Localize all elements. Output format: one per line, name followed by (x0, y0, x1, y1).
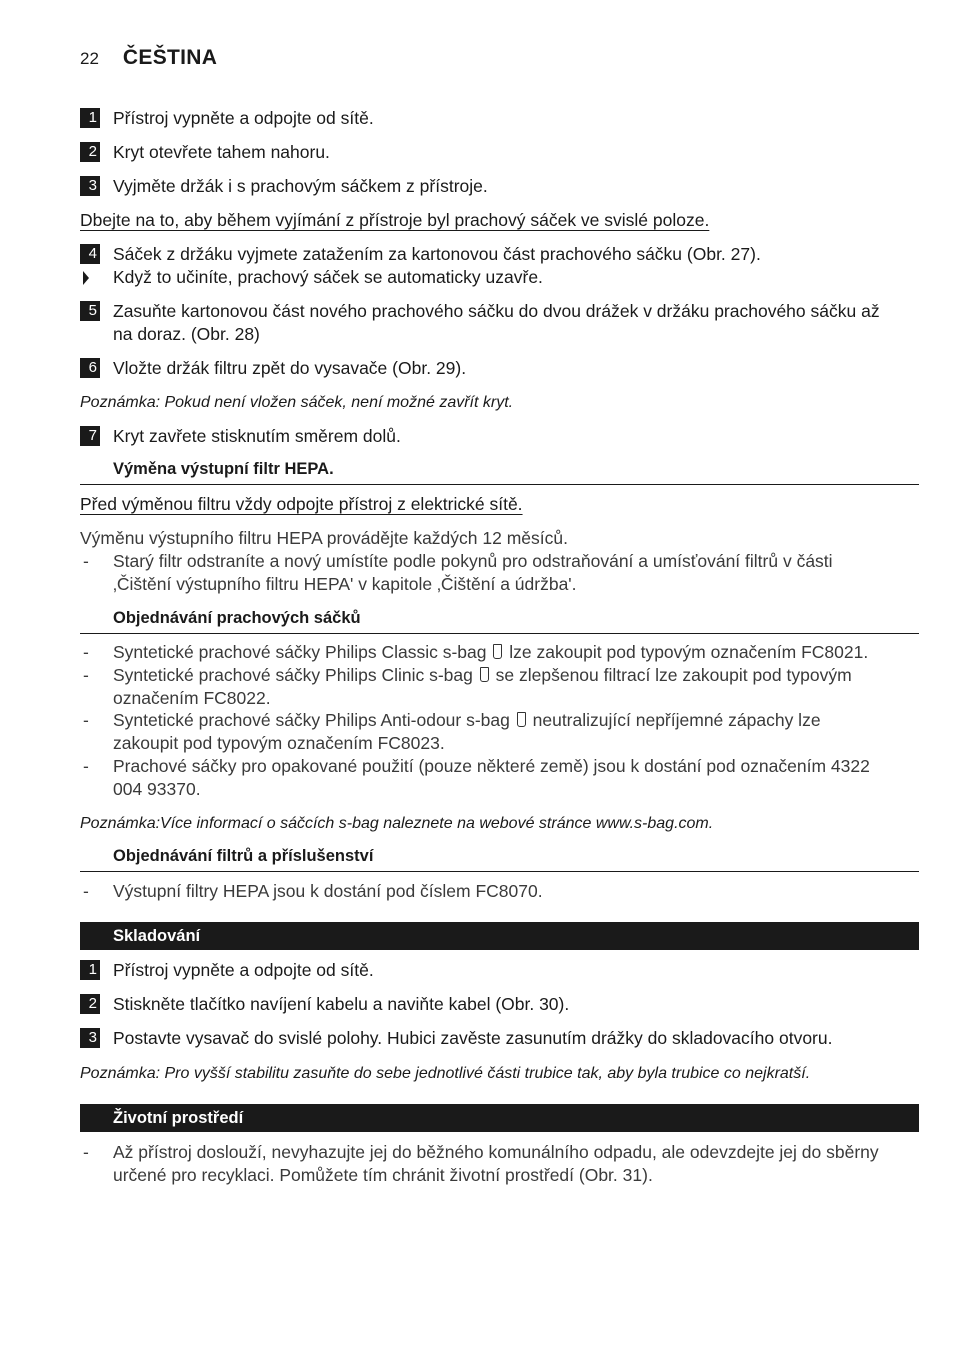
list-item-text: Syntetické prachové sáčky Philips Classic s-bag (113, 642, 487, 662)
list-item (80, 550, 886, 596)
storage-step-1 (80, 959, 886, 982)
dash-marker: - (83, 642, 89, 662)
step-4 (80, 243, 886, 266)
list-item (80, 880, 886, 903)
step-2 (80, 141, 886, 164)
list-item-text: Starý filtr odstraníte a nový umístíte podle pokynů pro odstraňování a umísťování filtrů v části ‚Čištění výstupního filtru HEPA' v kapitole ‚Čištění a údržba'. (113, 551, 833, 594)
storage-step-2 (80, 993, 886, 1016)
list-item-text: Až přístroj doslouží, nevyhazujte jej do běžného komunálního odpadu, ale odevzdejte jej do sběrny určené pro recyklaci. Pomůžete tím chránit životní prostředí (Obr. 31). (113, 1142, 879, 1185)
result-arrow-icon (80, 266, 113, 289)
note: Poznámka:Více informací o sáčcích s-bag naleznete na webové stránce www.s-bag.com. (80, 815, 714, 832)
dash-marker: - (83, 551, 89, 571)
page-header (80, 46, 217, 76)
s-bag-icon (480, 667, 489, 682)
page-title: ČEŠTINA (122, 46, 218, 69)
step-number: 6 (80, 358, 100, 378)
step-number: 3 (80, 176, 100, 196)
storage-step-3 (80, 1027, 886, 1050)
step-number: 7 (80, 426, 100, 446)
step-number: 2 (80, 994, 100, 1014)
step-7 (80, 425, 886, 448)
step-number: 3 (80, 1028, 100, 1048)
list-item (80, 1141, 886, 1187)
list-item-text: Výstupní filtry HEPA jsou k dostání pod číslem FC8070. (113, 881, 543, 901)
warning-text: Před výměnou filtru vždy odpojte přístroj z elektrické sítě. (80, 494, 523, 514)
step-text: Stiskněte tlačítko navíjení kabelu a naviňte kabel (Obr. 30). (113, 994, 570, 1014)
step-number: 5 (80, 301, 100, 321)
step-6 (80, 357, 886, 380)
page-number: 22 (80, 49, 99, 68)
step-text: Přístroj vypněte a odpojte od sítě. (113, 108, 374, 128)
step-text: Sáček z držáku vyjmete zatažením za kartonovou část prachového sáčku (Obr. 27). (113, 244, 761, 264)
dash-marker: - (83, 881, 89, 901)
list-item-text: Syntetické prachové sáčky Philips Clinic s-bag (113, 665, 473, 685)
step-text: Zasuňte kartonovou část nového prachového sáčku do dvou drážek v držáku prachového sáčku až na doraz. (Obr. 28) (113, 301, 880, 344)
step-number: 2 (80, 142, 100, 162)
step-text: Kryt otevřete tahem nahoru. (113, 142, 330, 162)
section-heading-ordering-filters: Objednávání filtrů a příslušenství (80, 845, 919, 872)
step-5 (80, 300, 886, 346)
warning-text: Dbejte na to, aby během vyjímání z přístroje byl prachový sáček ve svislé poloze. (80, 210, 710, 230)
dash-marker: - (83, 756, 89, 776)
dash-marker: - (83, 710, 89, 730)
list-item (80, 709, 886, 755)
hepa-intro: Výměnu výstupního filtru HEPA provádějte každých 12 měsíců. (80, 528, 568, 548)
list-item (80, 664, 886, 710)
section-heading-hepa: Výměna výstupní filtr HEPA. (80, 458, 919, 485)
list-item-text: lze zakoupit pod typovým označením FC8021. (509, 642, 869, 662)
step-number: 1 (80, 108, 100, 128)
list-item (80, 755, 886, 801)
dash-marker: - (83, 1142, 89, 1162)
step-3 (80, 175, 886, 198)
note: Poznámka: Pro vyšší stabilitu zasuňte do sebe jednotlivé části trubice tak, aby byla trubice co nejkratší. (80, 1065, 811, 1082)
dash-marker: - (83, 665, 89, 685)
list-item-text: neutralizující nepříjemné zápachy lze zakoupit pod typovým označením FC8023. (113, 710, 821, 753)
section-bar-storage: Skladování (80, 922, 919, 950)
section-heading-ordering-bags: Objednávání prachových sáčků (80, 607, 919, 634)
list-item-text: Prachové sáčky pro opakované použití (pouze některé země) jsou k dostání pod označením 4322 004 93370. (113, 756, 870, 799)
list-item (80, 641, 892, 664)
section-bar-environment: Životní prostředí (80, 1104, 919, 1132)
step-1 (80, 107, 886, 130)
step-number: 1 (80, 960, 100, 980)
step-text: Přístroj vypněte a odpojte od sítě. (113, 960, 374, 980)
step-text: Vyjměte držák i s prachovým sáčkem z přístroje. (113, 176, 488, 196)
step-text: Kryt zavřete stisknutím směrem dolů. (113, 426, 401, 446)
list-item-text: se zlepšenou filtrací lze zakoupit pod typovým označením FC8022. (113, 665, 852, 708)
s-bag-icon (493, 644, 502, 659)
step-number: 4 (80, 244, 100, 264)
step-text: Vložte držák filtru zpět do vysavače (Obr. 29). (113, 358, 467, 378)
list-item-text: Syntetické prachové sáčky Philips Anti-odour s-bag (113, 710, 510, 730)
step-text: Postavte vysavač do svislé polohy. Hubici zavěste zasunutím drážky do skladovacího otvoru. (113, 1028, 833, 1048)
step-4-result (80, 266, 886, 289)
result-text: Když to učiníte, prachový sáček se automaticky uzavře. (113, 267, 543, 287)
s-bag-icon (517, 712, 526, 727)
note: Poznámka: Pokud není vložen sáček, není možné zavřít kryt. (80, 394, 514, 411)
